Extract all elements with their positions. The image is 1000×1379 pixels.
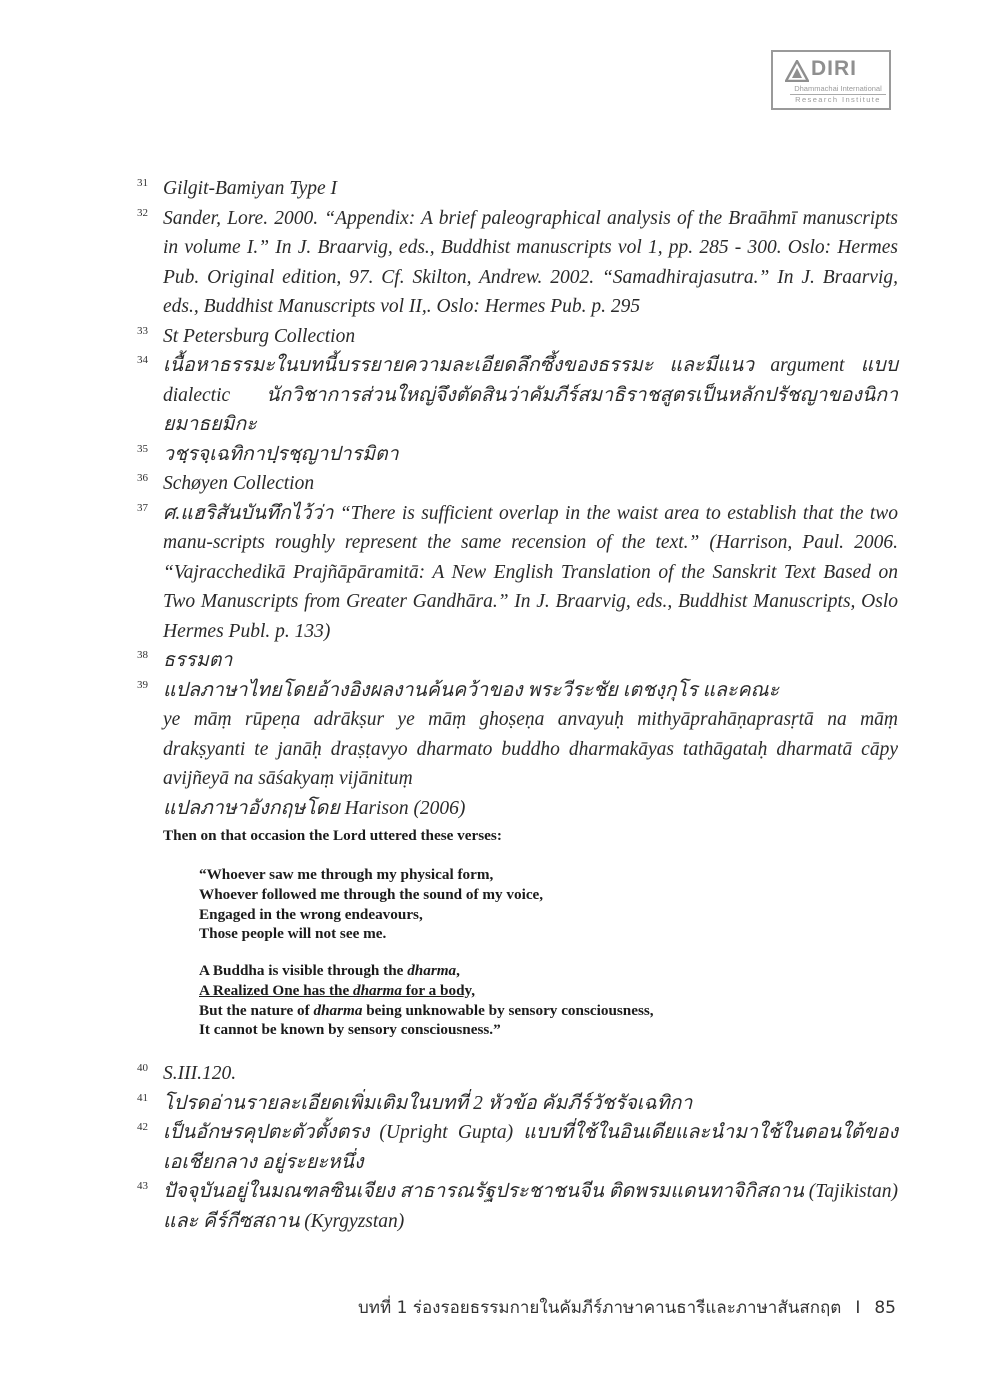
footnote-34	[133, 351, 898, 440]
verse-line: Those people will not see me.	[199, 925, 387, 943]
footnote-32	[133, 204, 898, 322]
footnote-text: ธรรมตา	[163, 650, 233, 671]
footnote-text: วชฺรจฺเฉทิกาปฺรชฺญาปารมิตา	[163, 443, 399, 465]
verse-text: for a body,	[401, 981, 476, 999]
footnote-43	[133, 1177, 898, 1236]
footnotes	[133, 174, 898, 1236]
verse-intro: Then on that occasion the Lord uttered these verses:	[163, 827, 502, 844]
chapter-title: บทที่ 1 ร่องรอยธรรมกายในคัมภีร์ภาษาคานธารีและภาษาสันสกฤต	[357, 1298, 842, 1318]
verse-line: It cannot be known by sensory consciousness.”	[199, 1021, 501, 1039]
verse-line	[199, 1001, 654, 1021]
verse-text: A Buddha is visible through the	[199, 962, 408, 979]
footnote-text: เนื้อหาธรรมะในบทนี้บรรยายความละเอียดลึกซึ้งของธรรมะ และมีแนว argument แบบ dialectic นักวิชาการส่วนใหญ่จึงตัดสินว่าคัมภีร์สมาธิราชสูตรเป็นหลักปรัชญาของนิกายมาธยมิกะ	[163, 355, 898, 435]
verse-line	[199, 961, 654, 981]
footnote-text: แปลภาษาไทยโดยอ้างอิงผลงานค้นคว้าของ พระวีระชัย เตชงฺกุโร และคณะ	[163, 679, 780, 701]
verse-stanza-1	[199, 865, 543, 944]
footnote-38	[133, 646, 898, 676]
verse-line: Whoever followed me through the sound of my voice,	[199, 885, 544, 903]
verse-text: A Realized One has the	[199, 981, 353, 999]
footnote-number: 42	[137, 1121, 148, 1133]
verse-quote-image	[163, 827, 898, 1053]
page-footer	[358, 1294, 896, 1321]
footnote-text: Sander, Lore. 2000. “Appendix: A brief paleographical analysis of the Braāhmī manuscripts in volume I.” In J. Braarvig, eds., Buddhist manuscripts vol 1, pp. 285 - 300. Oslo: Hermes Pub. Original edition, 97. Cf. Skilton, Andrew. 2002. “Samadhirajasutra.” In J. Braarvig, eds., Buddhist Manuscripts vol II,. Oslo: Hermes Pub. p. 295	[163, 207, 898, 317]
verse-line: Engaged in the wrong endeavours,	[199, 905, 423, 923]
verse-emphasis: dharma	[352, 981, 402, 999]
translation-label	[133, 794, 898, 824]
footnote-number: 41	[137, 1091, 148, 1104]
footnote-35	[133, 440, 898, 470]
verse-text: But the nature of	[199, 1001, 314, 1019]
footnote-number: 31	[137, 177, 148, 189]
verse-emphasis: dharma	[407, 962, 457, 979]
footnote-31	[133, 174, 898, 204]
sanskrit-text: ye māṃ rūpeṇa adrākṣur ye māṃ ghoṣeṇa anvayuḥ mithyāprahāṇaprasṛtā na māṃ drakṣyanti te janāḥ draṣṭavyo dharmato buddho dharmakāyas tathāgataḥ dharmatā cāpy avijñeyā na sāśakyaṃ vijānituṃ	[163, 709, 898, 789]
footnote-number: 37	[137, 501, 148, 514]
footnote-39	[133, 676, 898, 706]
footnote-text: ปัจจุบันอยู่ในมณฑลซินเจียง สาธารณรัฐประชาชนจีน ติดพรมแดนทาจิกิสถาน (Tajikistan) และ คีร์กีซสถาน (Kyrgyzstan)	[163, 1181, 898, 1232]
footer-separator: I	[855, 1298, 861, 1318]
sanskrit-verse	[133, 705, 898, 794]
logo-name: DIRI	[811, 57, 857, 80]
logo-subtitle-1: Dhammachai International	[790, 84, 886, 95]
footnote-number: 33	[137, 324, 148, 337]
footnote-text: เป็นอักษรคุปตะตัวตั้งตรง (Upright Gupta) แบบที่ใช้ในอินเดียและนำมาใช้ในตอนใต้ของเอเชียกลาง อยู่ระยะหนึ่ง	[163, 1122, 898, 1173]
footnote-41	[133, 1089, 898, 1119]
verse-text: being unknowable by sensory consciousness,	[362, 1001, 654, 1019]
footnote-37	[133, 499, 898, 647]
footnote-number: 36	[137, 472, 148, 484]
footnote-number: 39	[137, 678, 148, 691]
footnote-number: 34	[137, 354, 148, 366]
verse-emphasis: dharma	[313, 1001, 363, 1019]
verse-line-underlined	[199, 981, 654, 1001]
footnote-number: 43	[137, 1180, 148, 1192]
footnote-text: ศ.แฮริสันบันทึกไว้ว่า “There is sufficient overlap in the waist area to establish that the two manu-scripts roughly represent the same recension of the text.” (Harrison, Paul. 2006. “Vajracchedikā Prajñāpāramitā: A New English Translation of the Sanskrit Text Based on Two Manuscripts from Greater Gandhāra.” In J. Braarvig, eds., Buddhist Manuscripts, Oslo Hermes Publ. p. 133)	[163, 502, 898, 642]
footnote-42	[133, 1118, 898, 1177]
footnote-number: 40	[137, 1062, 148, 1074]
footnote-text: โปรดอ่านรายละเอียดเพิ่มเติมในบทที่ 2 หัวข้อ คัมภีร์วัชรัจเฉทิกา	[163, 1092, 693, 1114]
triangle-logo-icon	[785, 60, 809, 82]
verse-text: ,	[456, 962, 460, 979]
footnote-33	[133, 322, 898, 352]
footnote-text: Gilgit-Bamiyan Type I	[163, 178, 338, 199]
verse-stanza-2	[199, 961, 654, 1040]
page-number: 85	[874, 1298, 896, 1318]
translation-label-text: แปลภาษาอังกฤษโดย Harison (2006)	[163, 797, 466, 819]
footnote-number: 38	[137, 649, 148, 661]
footnote-text: S.III.120.	[163, 1063, 237, 1084]
footnote-number: 32	[137, 206, 148, 219]
footnote-number: 35	[137, 442, 148, 455]
verse-line: “Whoever saw me through my physical form,	[199, 866, 494, 883]
footnote-36	[133, 469, 898, 499]
diri-logo	[771, 50, 891, 110]
logo-subtitle-2: Research Institute	[795, 95, 881, 104]
footnote-40	[133, 1059, 898, 1089]
footnote-text: Schøyen Collection	[163, 473, 315, 494]
footnote-text: St Petersburg Collection	[163, 325, 356, 347]
